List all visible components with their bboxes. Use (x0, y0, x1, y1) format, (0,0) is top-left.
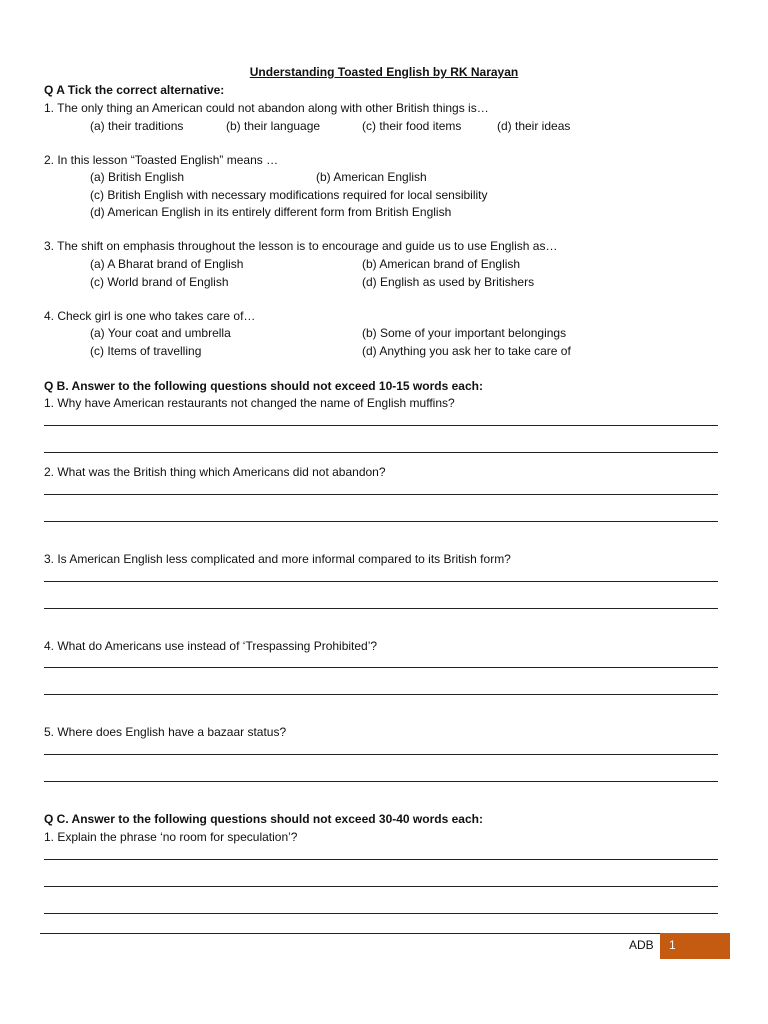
answer-line (44, 494, 718, 495)
page-number: 1 (669, 938, 676, 952)
answer-line (44, 754, 718, 755)
answer-line (44, 694, 718, 695)
section-b-q5: 5. Where does English have a bazaar status? (44, 725, 287, 739)
section-c-q1: 1. Explain the phrase ‘no room for speculation’? (44, 830, 298, 844)
answer-line (44, 781, 718, 782)
q3-option-a: (a) A Bharat brand of English (90, 257, 244, 271)
answer-line (44, 667, 718, 668)
q4-option-c: (c) Items of travelling (90, 344, 202, 358)
worksheet-title: Understanding Toasted English by RK Narayan (249, 65, 519, 79)
section-b-q3: 3. Is American English less complicated and more informal compared to its British form? (44, 552, 511, 566)
q3-option-d: (d) English as used by Britishers (362, 275, 535, 289)
q1-option-a: (a) their traditions (90, 119, 184, 133)
q1-option-d: (d) their ideas (497, 119, 571, 133)
answer-line (44, 886, 718, 887)
section-a-q3: 3. The shift on emphasis throughout the lesson is to encourage and guide us to use English as… (44, 239, 558, 253)
q3-option-b: (b) American brand of English (362, 257, 521, 271)
q2-option-d: (d) American English in its entirely different form from British English (90, 205, 452, 219)
q2-option-b: (b) American English (316, 170, 427, 184)
answer-line (44, 913, 718, 914)
answer-line (44, 859, 718, 860)
q2-option-a: (a) British English (90, 170, 185, 184)
q4-option-d: (d) Anything you ask her to take care of (362, 344, 571, 358)
section-a-q2: 2. In this lesson “Toasted English” means … (44, 153, 279, 167)
answer-line (44, 608, 718, 609)
q4-option-b: (b) Some of your important belongings (362, 326, 567, 340)
answer-line (44, 425, 718, 426)
section-a-q4: 4. Check girl is one who takes care of… (44, 309, 256, 323)
footer-divider (40, 933, 660, 934)
section-b-q2: 2. What was the British thing which Americans did not abandon? (44, 465, 386, 479)
section-c-heading: Q C. Answer to the following questions should not exceed 30-40 words each: (44, 812, 483, 826)
section-a-q1: 1. The only thing an American could not abandon along with other British things is… (44, 101, 489, 115)
q4-option-a: (a) Your coat and umbrella (90, 326, 231, 340)
answer-line (44, 452, 718, 453)
answer-line (44, 581, 718, 582)
q1-option-b: (b) their language (226, 119, 321, 133)
q2-option-c: (c) British English with necessary modifications required for local sensibility (90, 188, 488, 202)
section-b-heading: Q B. Answer to the following questions should not exceed 10-15 words each: (44, 379, 483, 393)
answer-line (44, 521, 718, 522)
footer-initials: ADB (629, 938, 654, 952)
q1-option-c: (c) their food items (362, 119, 462, 133)
section-b-q4: 4. What do Americans use instead of ‘Trespassing Prohibited’? (44, 639, 378, 653)
page-number-badge (660, 933, 730, 959)
section-a-heading: Q A Tick the correct alternative: (44, 83, 225, 97)
section-b-q1: 1. Why have American restaurants not changed the name of English muffins? (44, 396, 455, 410)
q3-option-c: (c) World brand of English (90, 275, 229, 289)
